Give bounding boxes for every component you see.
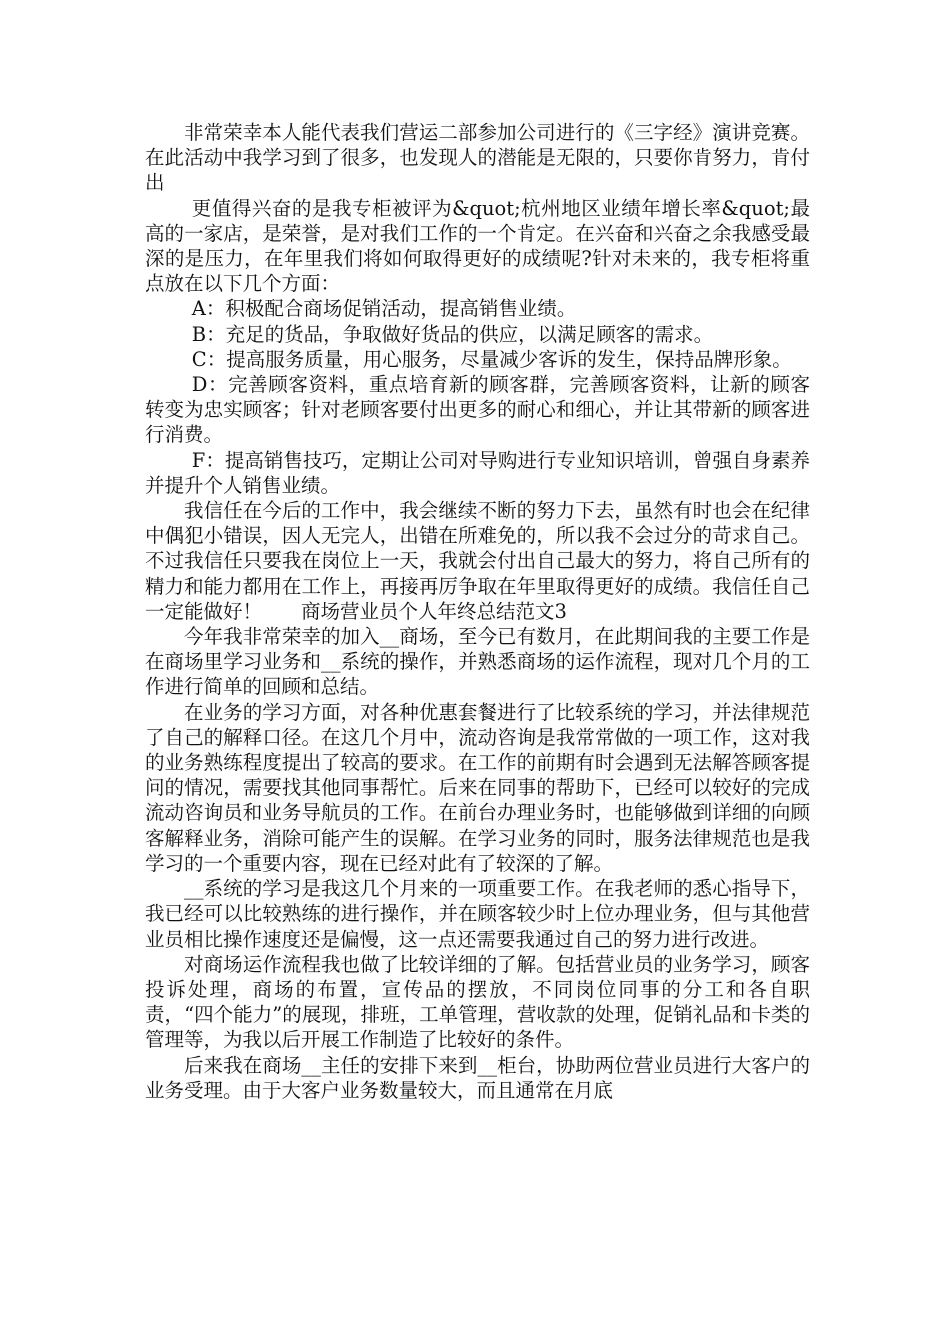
paragraph: 对商场运作流程我也做了比较详细的了解。包括营业员的业务学习，顾客投诉处理，商场的布置，宣传品的摆放，不同岗位同事的分工和各自职责，“四个能力”的展现，排班，工单管理，营收款的处理，促销礼品和卡类的管理等，为我以后开展工作制造了比较好的条件。 — [145, 952, 810, 1052]
paragraph: 非常荣幸本人能代表我们营运二部参加公司进行的《三字经》演讲竞赛。在此活动中我学习到了很多，也发现人的潜能是无限的，只要你肯努力，肯付出 — [145, 121, 810, 195]
paragraph: 在业务的学习方面，对各种优惠套餐进行了比较系统的学习，并法律规范了自己的解释口径。在这几个月中，流动咨询是我常常做的一项工作，这对我的业务熟练程度提出了较高的要求。在工作的前期有时会遇到无法解答顾客提问的情况，需要找其他同事帮忙。后来在同事的帮助下，已经可以较好的完成流动咨询员和业务导航员的工作。在前台办理业务时，也能够做到详细的向顾客解释业务，消除可能产生的误解。在学习业务的同时，服务法律规范也是我学习的一个重要内容，现在已经对此有了较深的了解。 — [145, 700, 810, 875]
paragraph: 更值得兴奋的是我专柜被评为&quot;杭州地区业绩年增长率&quot;最高的一家店，是荣誉，是对我们工作的一个肯定。在兴奋和兴奋之余我感受最深的是压力，在年里我们将如何取得更好的成绩呢?针对未来的，我专柜将重点放在以下几个方面： — [145, 196, 810, 296]
paragraph: 今年我非常荣幸的加入__商场，至今已有数月，在此期间我的主要工作是在商场里学习业务和__系统的操作，并熟悉商场的运作流程，现对几个月的工作进行简单的回顾和总结。 — [145, 625, 810, 699]
paragraph: D：完善顾客资料，重点培育新的顾客群，完善顾客资料，让新的顾客转变为忠实顾客；针对老顾客要付出更多的耐心和细心，并让其带新的顾客进行消费。 — [145, 373, 810, 447]
document-body — [145, 120, 810, 1103]
paragraph: B：充足的货品，争取做好货品的供应，以满足顾客的需求。 — [191, 322, 714, 346]
paragraph: A：积极配合商场促销活动，提高销售业绩。 — [191, 297, 577, 321]
paragraph: 后来我在商场__主任的安排下来到__柜台，协助两位营业员进行大客户的业务受理。由于大客户业务数量较大，而且通常在月底 — [145, 1053, 810, 1102]
paragraph: F：提高销售技巧，定期让公司对导购进行专业知识培训，曾强自身素养并提升个人销售业绩。 — [145, 448, 810, 497]
paragraph: __系统的学习是我这几个月来的一项重要工作。在我老师的悉心指导下，我已经可以比较熟练的进行操作，并在顾客较少时上位办理业务，但与其他营业员相比操作速度还是偏慢，这一点还需要我通过自己的努力进行改进。 — [145, 877, 810, 951]
paragraph: 我信任在今后的工作中，我会继续不断的努力下去，虽然有时也会在纪律中偶犯小错误，因人无完人，出错在所难免的，所以我不会过分的苛求自己。不过我信任只要我在岗位上一天，我就会付出自己最大的努力，将自己所有的精力和能力都用在工作上，再接再厉争取在年里取得更好的成绩。我信任自己一定能做好！ 商场营业员个人年终总结范文3 — [145, 499, 810, 623]
paragraph: C：提高服务质量，用心服务，尽量减少客诉的发生，保持品牌形象。 — [191, 347, 792, 371]
